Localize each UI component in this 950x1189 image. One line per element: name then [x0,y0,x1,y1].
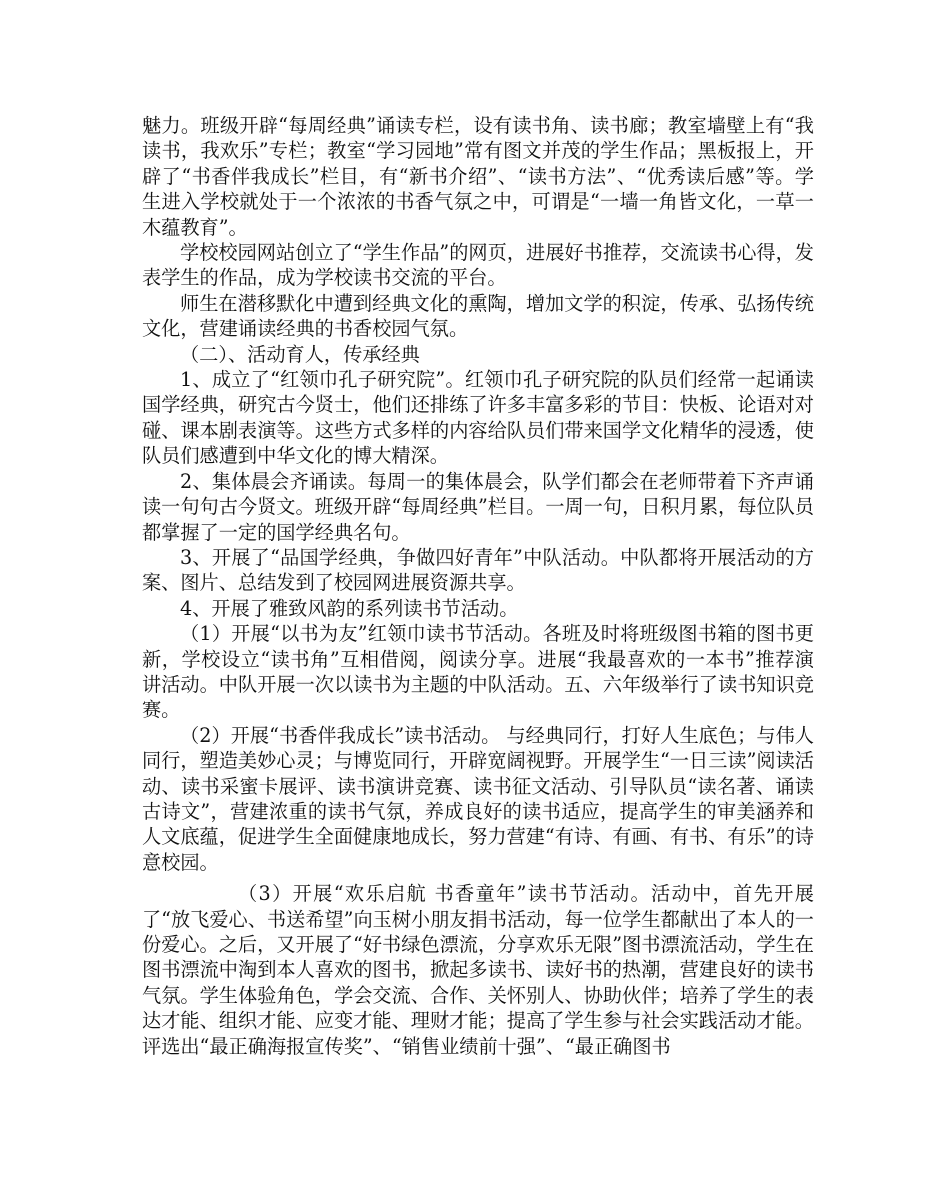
document-page [142,113,814,1059]
paragraph-item-4: 4、开展了雅致风韵的系列读书节活动。 [180,596,519,620]
paragraph-classroom-culture: 魅力。班级开辟“每周经典”诵读专栏，设有读书角、读书廊；教室墙壁上有“我读书，我欢乐”专栏；教室“学习园地”常有图文并茂的学生作品；黑板报上，开辟了“书香伴我成长”栏目，有“新书介绍”、“读书方法”、“优秀读后感”等。学生进入学校就处于一个浓浓的书香气氛之中，可谓是“一墙一角皆文化，一草一木蕴教育”。 [142,114,814,239]
paragraph-item-3: 3、开展了“品国学经典，争做四好青年”中队活动。中队都将开展活动的方案、图片、总结发到了校园网进展资源共享。 [142,545,814,595]
paragraph-campus-website: 学校校园网站创立了“学生作品”的网页，进展好书推荐，交流读书心得，发表学生的作品，成为学校读书交流的平台。 [142,241,814,290]
section-heading-activities: （二）、活动育人，传承经典 [180,342,420,366]
paragraph-item-2: 2、集体晨会齐诵读。每周一的集体晨会，队学们都会在老师带着下齐声诵读一句句古今贤文。班级开辟“每周经典”栏目。一周一句，日积月累，每位队员都掌握了一定的国学经典名句。 [142,469,814,544]
paragraph-subitem-1: （1）开展“以书为友”红领巾读书节活动。各班及时将班级图书箱的图书更新，学校设立“读书角”互相借阅，阅读分享。进展“我最喜欢的一本书”推荐演讲活动。中队开展一次以读书为主题的中队活动。五、六年级举行了读书知识竞赛。 [142,622,814,722]
paragraph-subitem-2: （2）开展“书香伴我成长”读书活动。 与经典同行，打好人生底色；与伟人同行，塑造美妙心灵；与博览同行，开辟宽阔视野。开展学生“一日三读”阅读活动、读书采蜜卡展评、读书演讲竞赛、读书征文活动、引导队员“读名著、诵读古诗文”，营建浓重的读书气氛，养成良好的读书适应，提高学生的审美涵养和人文底蕴，促进学生全面健康地成长，努力营建“有诗、有画、有书、有乐”的诗意校园。 [142,723,814,874]
paragraph-classic-culture: 师生在潜移默化中遭到经典文化的熏陶，增加文学的积淀，传承、弘扬传统文化，营建诵读经典的书香校园气氛。 [142,291,814,341]
paragraph-subitem-3: （3）开展“欢乐启航 书香童年”读书节活动。活动中，首先开展了“放飞爱心、书送希望”向玉树小朋友捐书活动，每一位学生都献出了本人的一份爱心。之后，又开展了“好书绿色漂流，分享欢乐无限”图书漂流活动，学生在图书漂流中淘到本人喜欢的图书，掀起多读书、读好书的热潮，营建良好的读书气氛。学生体验角色，学会交流、合作、关怀别人、协助伙伴；培养了学生的表达才能、组织才能、应变才能、理财才能；提高了学生参与社会实践活动才能。评选出“最正确海报宣传奖”、“销售业绩前十强”、“最正确图书 [142,882,814,1058]
paragraph-item-1: 1、成立了“红领巾孔子研究院”。红领巾孔子研究院的队员们经常一起诵读国学经典，研究古今贤士，他们还排练了许多丰富多彩的节目：快板、论语对对碰、课本剧表演等。这些方式多样的内容给队员们带来国学文化精华的浸透，使队员们感遭到中华文化的博大精深。 [142,368,814,468]
